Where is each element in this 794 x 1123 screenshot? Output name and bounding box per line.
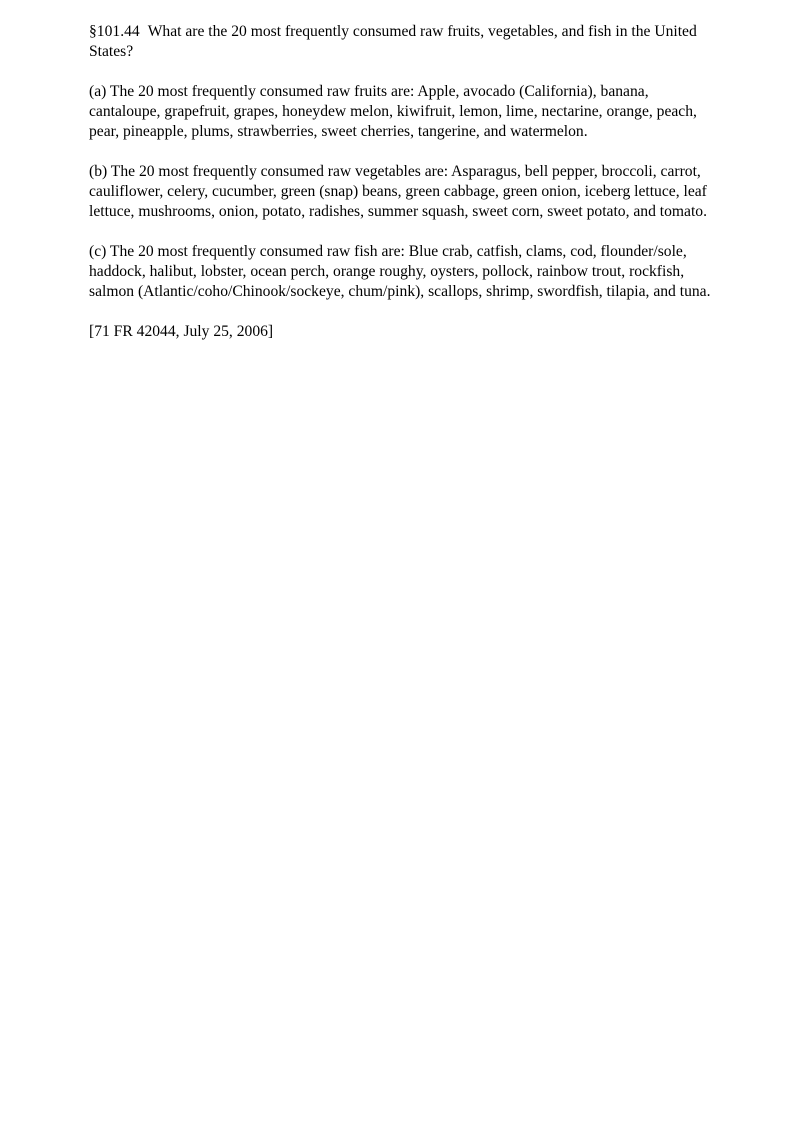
document-page (89, 22, 711, 342)
citation: [71 FR 42044, July 25, 2006] (89, 323, 274, 340)
paragraph-fish: (c) The 20 most frequently consumed raw fish are: Blue crab, catfish, clams, cod, flounder/sole, haddock, halibut, lobster, ocean perch, orange roughy, oysters, pollock, rainbow trout, rockfish, salmon (Atlantic/coho/Chinook/sockeye, chum/pink), scallops, shrimp, swordfish, tilapia, and tuna. (89, 243, 711, 300)
section-heading (89, 22, 711, 62)
paragraph-vegetables: (b) The 20 most frequently consumed raw vegetables are: Asparagus, bell pepper, broccoli, carrot, cauliflower, celery, cucumber, green (snap) beans, green cabbage, green onion, iceberg lettuce, leaf lettuce, mushrooms, onion, potato, radishes, summer squash, sweet corn, sweet potato, and tomato. (89, 163, 708, 220)
section-number: §101.44 (89, 23, 140, 40)
section-title: What are the 20 most frequently consumed raw fruits, vegetables, and fish in the United States? (89, 23, 697, 60)
paragraph-fruits: (a) The 20 most frequently consumed raw fruits are: Apple, avocado (California), banana, cantaloupe, grapefruit, grapes, honeydew melon, kiwifruit, lemon, lime, nectarine, orange, peach, pear, pineapple, plums, strawberries, sweet cherries, tangerine, and watermelon. (89, 83, 697, 140)
